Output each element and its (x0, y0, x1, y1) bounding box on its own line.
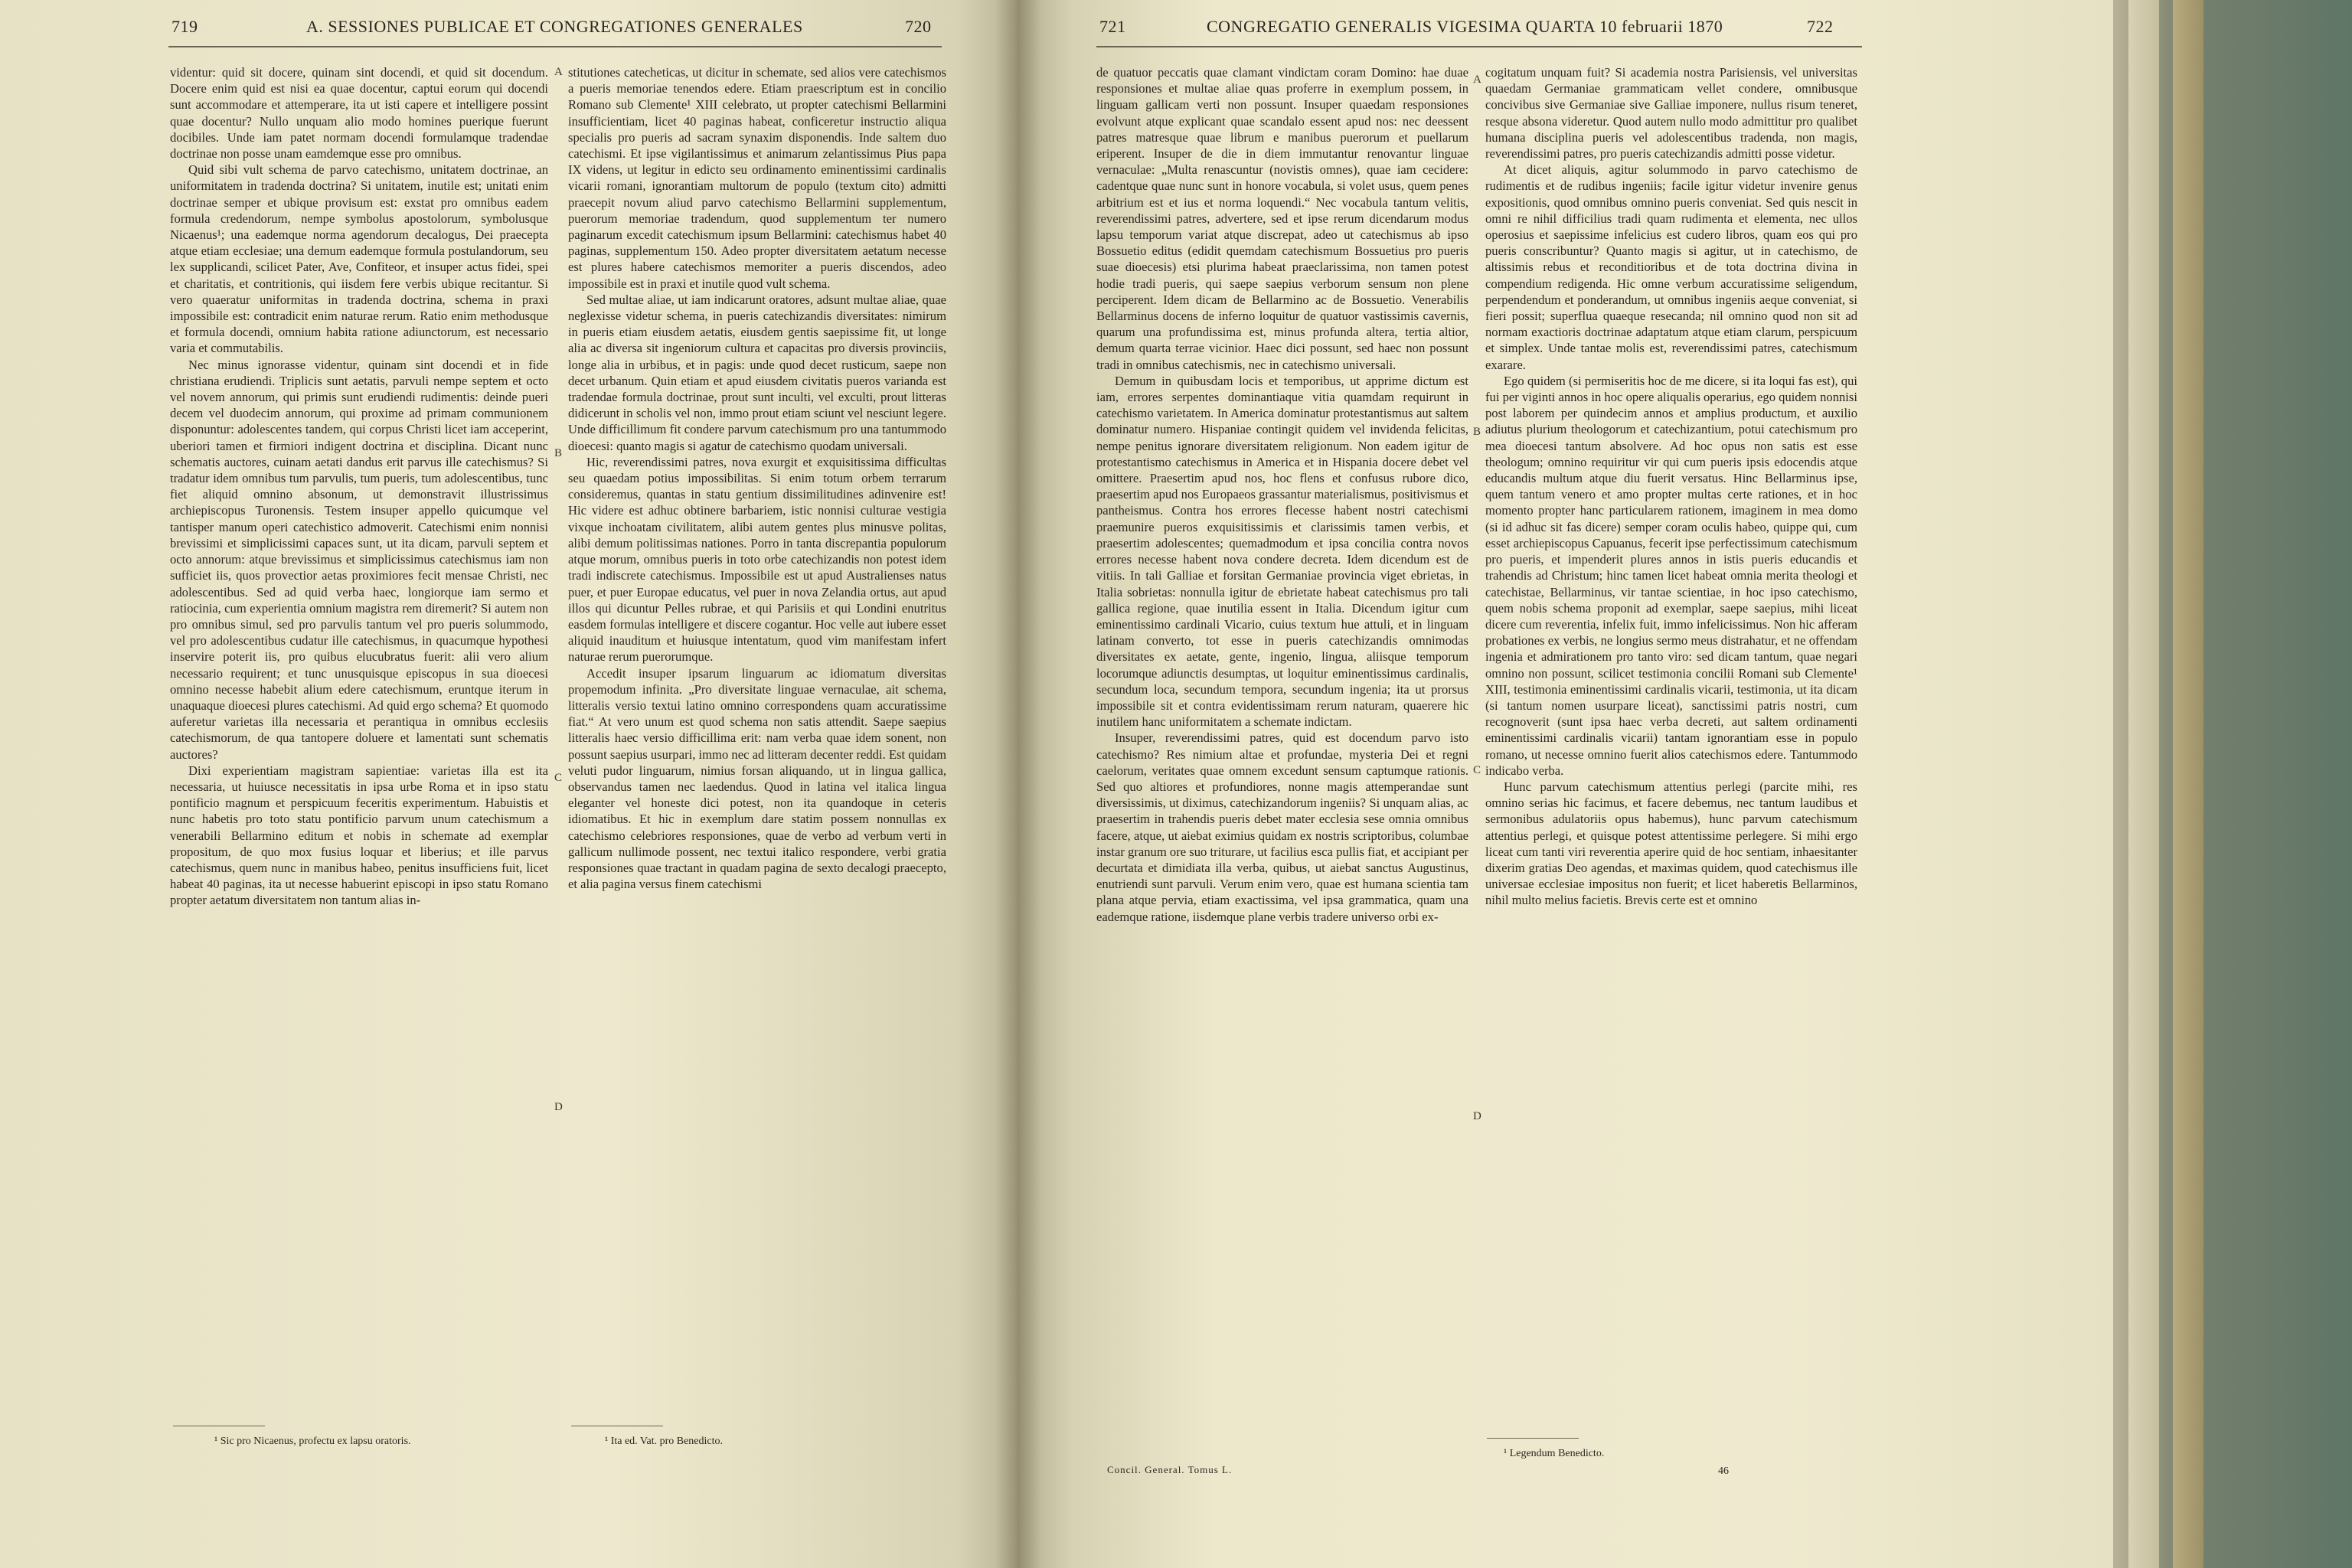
paragraph: Accedit insuper ipsarum linguarum ac idiomatum diversitas propemodum infinita. „Pro diversitate linguae vernaculae, ait schema, litteralis versio textui latino omnino correspondens quam accuratissime fiat.“ At vero unum est quod schema non satis attendit. Saepe saepius litteralis haec versio difficillima erit: nam verba quae idem sonent, non possunt saepius usurpari, immo nec ad litteram decenter reddi. Est quidam veluti pudor linguarum, nimius forsan aliquando, ut in lingua gallica, observandus tamen nec laedendus. Quod in latina vel italica lingua eleganter vel honeste dici potest, non ita quandoque in ceteris idiomatibus. Et hic in exemplum dare statim possem nonnullas ex catechismo celebriores responsiones, quae de verbo ad verbum verti in gallicum nullimode possent, nec textui italico respondere, verbi gratia responsiones quae tractant in quadam pagina de sexto decalogi praecepto, et alia pagina versus finem catechismi (568, 665, 946, 892)
margin-letter: C (1473, 764, 1481, 776)
paragraph: stitutiones catecheticas, ut dicitur in schemate, sed alios vere catechismos a pueris memoriae tenendos edere. Etiam praescriptum est in concilio Romano sub Clemente¹ XIII celebrato, ut propter catechismi Bellarmini insufficientiam, licet 40 paginas habeat, conficeretur instructio aliqua specialis pro pueris ad sacram synaxim disponendis. Inde saltem duo catechismi. Et ipse vigilantissimus et animarum zelantissimus Pius papa IX videns, ut legitur in edicto seu ordinamento eminentissimi cardinalis vicarii romani, ignorantiam multorum de populo (textum cito) admitti praecepit novum aliud parvo catechismo Bellarmini supplementum, puerorum memoriae tradendum, quod supplementum ter numero paginarum excedit catechismum ipsum Bellarmini: catechismus habet 40 paginas, supplementum 150. Adeo propter diversitatem aetatum necesse est plures habere catechismos memoriter a pueris discendos, adeo impossibile est in praxi et inutile quod vult schema. (568, 65, 946, 291)
margin-letter: B (554, 447, 563, 459)
paragraph: de quatuor peccatis quae clamant vindictam coram Domino: hae duae responsiones et multae aliae quas proferre in exemplum possem, in linguam gallicam verti non possunt. Insuper quaedam responsiones evolvunt atque explicant quae scandalo essent apud nos: nec deessent patres matresque quae librum e manibus puerorum et puellarum eriperent. Insuper de die in diem immutantur renovantur linguae vernaculae: „Multa renascuntur (novistis omnes), quae iam cecidere: cadentque quae nunc sunt in honore vocabula, si volet usus, quem penes arbitrium est et ius et norma loquendi.“ Nec vocabula tantum velitis, reverendissimi patres, advertere, sed et ipse rerum dicendarum modus lapsu temporum variat atque discrepat, adeo ut catechismus ab ipso Bossuetio editus (edidit quemdam catechismum Bossuetius pro pueris suae dioecesis) etsi plurima habeat praeclarissima, non tamen potest hodie tradi pueris, qui saepe saepius verborum sensum non plene perciperent. Idem dicam de Bellarmino ac de Bossuetio. Venerabilis Bellarminus docens de inferno loquitur de quatuor vastissimis cavernis, quarum una profundissima est, minus profunda altera, tertia altior, demum quarta terrae vicinior. Haec dici possunt, sed haec non possunt tradi in omnibus catechismis, nec in catechismo universali. (1096, 65, 1468, 372)
paragraph: Ego quidem (si permiseritis hoc de me dicere, si ita loqui fas est), qui fui per viginti annos in hoc opere aliqualis operarius, ego quidem nonnisi post laborem per quindecim annos et amplius productum, et auxilio adiutus plurium theologorum et catechizantium, potui catechismum pro mea dioecesi tantum absolvere. Ad hoc opus non satis est esse theologum; omnino requiritur vir qui cum pueris ipsis edocendis atque educandis multum atque diu fuerit versatus. Hinc Bellarminus ipse, quem tantum venero et amo propter multas certe rationes, et in hoc momento propter hanc particularem rationem, imaginem in mea domo (si id adhuc sit fas dicere) semper coram oculis habeo, quippe qui, cum esset archiepiscopus Capuanus, fecerit ipse perfectissimum catechismum pro pueris, et impenderit plures annos in istis pueris educandis et trahendis ad Christum; hinc tamen licet habeat omnia merita theologi et catechistae, Bellarminus, vir tantae scientiae, in hoc ipso catechismo, quem nobis schema proponit ad exemplar, saepe saepius, mihi liceat dicere cum reverentia, infelix fuit, immo infelicissimus. Non hic afferam probationes ex verbis, ne longius sermo meus distrahatur, et ne offendam ingenia et admirationem pro tanto viro: sed dicam tantum, quae negari omnino non possunt, scilicet testimonia concilii Romani sub Clemente¹ XIII, testimonia eminentissimi cardinalis vicarii, testimonia, ut ita dicam (si tantum nomen usurpare liceat), sanctissimi patris nostri, cum recognoverit (sunt ipsa haec verba decreti, aut saltem ordinamenti eminentissimi cardinalis vicarii) tantam ignorantiam esse in populo romano, ut necesse omnino fuerit alios catechismos edere. Tantummodo indicabo verba. (1485, 373, 1857, 778)
margin-letter: A (1473, 74, 1481, 86)
margin-letter: A (554, 66, 563, 78)
running-title: A. SESSIONES PUBLICAE ET CONGREGATIONES GENERALES (306, 17, 803, 36)
page-number: 719 (172, 17, 198, 36)
margin-letter: D (1473, 1110, 1481, 1122)
right-column-2 (1485, 64, 1857, 909)
margin-letter: B (1473, 426, 1481, 438)
paragraph: videntur: quid sit docere, quinam sint docendi, et quid sit docendum. Docere enim quid est nisi ea quae docentur, captui eorum qui docendi sunt accommodare et attemperare, ita ut isti capere et intelligere possint quae docentur? Nullo unquam alio modo homines puerique fuerunt docibiles. Unde iam patet normam docendi formulamque tradendae doctrinae non posse unam eamdemque esse pro omnibus. (170, 65, 548, 162)
header-rule (168, 46, 942, 47)
signature-number: 46 (1718, 1465, 1729, 1477)
footnote: ¹ Legendum Benedicto. (1504, 1448, 1605, 1459)
paragraph: Hunc parvum catechismum attentius perlegi (parcite mihi, res omnino serias hic facimus, et facere debemus, nec tantum laudibus et sermonibus adulatoriis opus habemus), hunc parvum catechismum attentius perlegi, et quisque potest attentissime perlegere. Si mihi ergo liceat cum tanti viri reverentia aperire quid de hoc sentiam, inhaesitanter dixerim gratias Deo agendas, et maximas quidem, quod catechismus ille universae ecclesiae impositus non fuerit; et licet haberetis Bellarminos, nihil multo melius facietis. Brevis certe est et omnino (1485, 779, 1857, 908)
paragraph: Dixi experientiam magistram sapientiae: varietas illa est ita necessaria, ut huiusce necessitatis in ipsa urbe Roma et in ipso statu pontificio magnum et perspicuum feceritis experimentum. Habuistis et nunc habetis pro toto statu pontificio parvum unum catechismum a venerabili Bellarmino editum et nobis in schemate ad exemplar propositum, de quo mox fusius loquar et liberius; et ille parvus catechismus, quem nunc in manibus habeo, penitus insufficiens fuit, licet habeat 40 paginas, ita ut necesse habuerint episcopi in ipso statu Romano propter aetatum diversitatem non tantum alias in- (170, 763, 548, 908)
paragraph: Sed multae aliae, ut iam indicarunt oratores, adsunt multae aliae, quae neglexisse videtur schema, in pueris catechizandis diversitates: nimirum in pueris etiam eiusdem aetatis, eiusdem gentis saepissime fit, ut longe alia ac diversa sit ingeniorum cultura et capacitas pro diversis provinciis, longe alia in urbibus, et in pagis: unde quod decet rusticum, saepe non decet urbanum. Quin etiam et apud eiusdem civitatis pueros varianda est tradendae formula doctrinae, prout sunt inculti, vel exculti, prout litteras didicerunt in scholis vel non, immo prout etiam sciunt vel nesciunt legere. Unde difficillimum fit condere parvum catechismum pro una tantummodo dioecesi: quanto magis si agatur de catechismo quodam universali. (568, 292, 946, 453)
right-column-1 (1096, 64, 1468, 925)
footnote: ¹ Sic pro Nicaenus, profectu ex lapsu oratoris. (214, 1436, 411, 1447)
page-number: 722 (1807, 17, 1834, 36)
paragraph: Demum in quibusdam locis et temporibus, ut apprime dictum est iam, errores serpentes dominantiaque vitia quamdam requirunt in catechismo varietatem. In America dominatur protestantismus aut saltem dominatur numero. Hispaniae contingit quidem vel invidenda felicitas, nempe penitus ignorare diversitatem religionum. Non eadem igitur de protestantismo catechismus in America et in Hispania docere debet vel omittere. Praesertim apud nos, hoc flens et confusus rubore dico, praesertim apud nos Europaeos grassantur materialismus, positivismus et pantheismus. Contra hos errores flecesse habent nostri catechismi praemunire pueros exquisitissimis et clarissimis tamen verbis, et praesertim adolescentes; quemadmodum et ipsa concilia contra novos errores necesse habent nova condere decreta. Idem dicendum est de vitiis. In tali Galliae et forsitan Germaniae provincia viget ebrietas, in Italia sobrietas: nonnulla igitur de ebrietate habeat catechismus pro tali gallica regione, quae inutilia essent in Italia. Dicendum igitur cum eminentissimo cardinali Vicario, cuius textum hue attuli, et in linguam latinam converto, tot esse in pueris catechizandis omnimodas diversitates ex aetate, gente, ingenio, lingua, aliisque temporum locorumque adiunctis desumptas, ut loquitur eminentissimus cardinalis, secundum loca, secundum tempora, secundum ingenia; ita ut prorsus impossibile sit et contra evidentissimam rerum naturam, quaerere hic inutilem hanc uniformitatem a schemate indictam. (1096, 373, 1468, 730)
book-edge (2113, 0, 2352, 1568)
margin-letter: D (554, 1101, 563, 1113)
paragraph: Insuper, reverendissimi patres, quid est docendum parvo isto catechismo? Res nimium altae et profundae, mysteria Dei et regni caelorum, veritates quae omnem excedunt sensum captumque rationis. Sed quo altiores et profundiores, nonne magis attemperandae sunt diversissimis, ut diximus, catechizandorum ingeniis? Si unquam alias, ac praesertim in trahendis pueris debet mater ecclesia sese omnia omnibus facere, atque, ut aiebat eximius quidam ex nostris scriptoribus, columbae instar granum ore suo triturare, ut facilius esca pullis fiat, et accipiant per decurtata et dimidiata illa verba, quibus, ut aiebat sanctus Augustinus, enutriendi sunt parvuli. Verum enim vero, quae est humana scientia tam plana atque pervia, etiam exactissima, vel ipsa grammatica, quam una eademque ratione, iisdemque plane verbis tradere universo orbi ex- (1096, 730, 1468, 924)
page-number: 720 (905, 17, 932, 36)
right-running-head (1017, 17, 2113, 47)
left-running-head (0, 17, 1017, 47)
book-gutter (995, 0, 1041, 1568)
paragraph: Quid sibi vult schema de parvo catechismo, unitatem doctrinae, an uniformitatem in tradenda doctrina? Si unitatem, inutile est; unitati enim doctrinae semper et ubique provisum est: exstat pro omnibus eadem formula credendorum, nempe symbolus apostolorum, symbolusque Nicaenus¹; una eademque norma agendorum decalogus, Dei praecepta atque etiam ecclesiae; una demum eademque formula postulandorum, seu lex supplicandi, scilicet Pater, Ave, Confiteor, et insuper actus fidei, spei et charitatis, et contritionis, qui iisdem fere verbis ubique recitantur. Si vero quaeratur uniformitas in tradenda doctrina, schema in praxi impossibile est: contradicit enim naturae rerum. Ratio enim methodusque et formula docendi, omnium habita ratione adiunctorum, est necessario varia et commutabilis. (170, 162, 548, 356)
book-cover-edge (2173, 0, 2203, 1568)
footnote: ¹ Ita ed. Vat. pro Benedicto. (605, 1436, 724, 1447)
paragraph: Nec minus ignorasse videntur, quinam sint docendi et in fide christiana erudiendi. Triplicis sunt aetatis, parvuli nempe septem et octo vel novem annorum, qui primis sunt erudiendi rudimentis: deinde pueri decem vel duodecim annorum, qui proxime ad primam communionem disponuntur: adolescentes tandem, qui corpus Christi licet iam acceperint, uberiori tamen et firmiori indigent doctrina et disciplina. Dicant nunc schematis auctores, cuinam aetati dandus erit parvus ille catechismus? Si tradatur idem omnibus tum parvulis, tum pueris, tum adolescentibus, tunc fiet aliquid omnino absonum, ut demonstravit illustrissimus archiepiscopus Turonensis. Testem insuper appello quicumque vel tantisper manum operi catechistico admoverit. Catechismi enim nonnisi brevissimi et simplicissimi capaces sunt, ut ita dicam, parvuli septem et octo annorum: atque brevissimus et simplicissimus catechismus iam non sufficiet iis, quos provectior aetas proximiores fecit mensae Christi, nec adolescentibus. Sed ad quid verba haec, longiorque iam sermo et ratiocinia, cum experientia omnium magistra rem diremerit? Si autem non pro omnibus simul, sed pro parvulis tantum vel pro pueris solummodo, vel pro adolescentibus cudatur ille catechismus, in quacumque hypothesi inservire poterit iis, pro quibus elucubratus fuerit: alii vero alium necessario requirent; et tunc unusquisque episcopus in sua dioecesi omnino necesse habebit alium edere catechismum, eruntque iterum in unaquaque dioecesi plures catechismi. Ad quid ergo schema? Et quomodo auferetur varietas illa necessaria et perantiqua in omnibus ecclesiis catechismorum, de qua tantopere doluere et lamentati sunt schematis auctores? (170, 357, 548, 762)
header-rule (1096, 46, 1862, 47)
paragraph: At dicet aliquis, agitur solummodo in parvo catechismo de rudimentis et de rudibus ingeniis; facile igitur videtur invenire genus expositionis, quod omnibus omnino pueris conveniat. Sed quis nescit in omni re nihil difficilius tradi quam rudimenta et elementa, nec ullos operosius et saepissime infelicius est cudero libros, quam eos qui pro pueris conscribuntur? Quanto magis si agitur, ut in catechismo, de altissimis rebus et reconditioribus et de tota doctrina divina in compendium redigenda. Hic omne verbum accuratissime seligendum, perpendendum et ponderandum, ut omnibus ingeniis aeque conveniat, si fieri possit; superflua quaeque resecanda; nil omnino quod non sit ad normam exactioris doctrinae adaptatum atque etiam clarum, perspicuum et simplex. Unde tantae molis est, reverendissimi patres, catechismum exarare. (1485, 162, 1857, 372)
left-column-1 (170, 64, 548, 909)
margin-letter: C (554, 772, 563, 784)
running-title: CONGREGATIO GENERALIS VIGESIMA QUARTA 10 februarii 1870 (1207, 17, 1723, 36)
left-page (0, 0, 1017, 1568)
right-page (1017, 0, 2113, 1568)
page-number: 721 (1099, 17, 1126, 36)
page-stack (2128, 0, 2159, 1568)
paragraph: Hic, reverendissimi patres, nova exurgit et exquisitissima difficultas seu quaedam potius impossibilitas. Si enim totum orbem terrarum consideremus, quantas in statu gentium dissimilitudines adinvenire est! Hic videre est adhuc obtinere barbariem, istic nonnisi culturae vestigia vixque inchoatam civilitatem, alibi autem gentes plus minusve politas, alibi demum politissimas nationes. Porro in tanta discrepantia populorum atque morum, omnibus pueris in toto orbe catechizandis non potest idem tradi indiscrete catechismus. Impossibile est ut apud Australienses natus puer, et puer Europae educatus, vel puer in nova Zelandia ortus, aut apud illos qui dicuntur Pelles rubrae, et qui Parisiis et qui Londini enutritus easdem formulas intelligere et discere cogantur. Hoc velle aut iubere esset aliquid inauditum et huiusque intentatum, quod vim manifestam infert naturae rerum puerorumque. (568, 454, 946, 665)
paragraph: cogitatum unquam fuit? Si academia nostra Parisiensis, vel universitas quaedam Germaniae grammaticam vellet condere, omnibusque concivibus sive Germaniae sive Galliae imponere, nullus risum teneret, resque absona videretur. Quod autem nullo modo admittitur pro qualibet humana disciplina pueris vel adolescentibus tradenda, non magis, reverendissimi patres, pro pueris catechizandis admitti posse videtur. (1485, 65, 1857, 162)
signature-line: Concil. General. Tomus L. (1107, 1464, 1233, 1475)
footnote-rule (1487, 1438, 1579, 1439)
left-column-2 (568, 64, 946, 892)
